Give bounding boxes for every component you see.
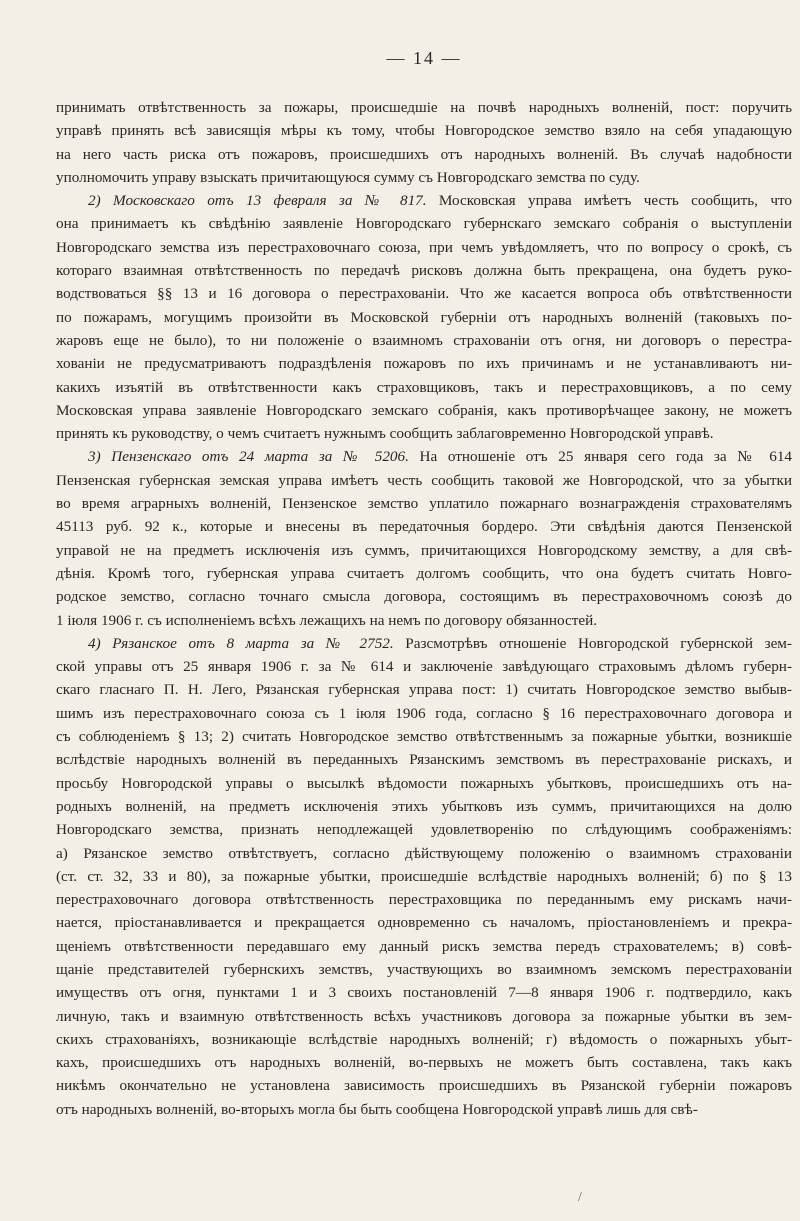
text-line — [56, 1098, 792, 1121]
text-line — [56, 562, 792, 585]
text-line — [56, 119, 792, 142]
text-line — [56, 725, 792, 748]
line-text: просьбу Новгородской управы о высылкѣ вѣдомости пожарныхъ убытковъ, происшедшихъ отъ на- — [56, 774, 792, 792]
text-line — [56, 306, 792, 329]
section-heading: 4) Рязанское отъ 8 марта за № 2752. — [88, 634, 394, 652]
text-line — [56, 329, 792, 352]
document-body — [56, 96, 792, 1121]
text-line — [56, 678, 792, 701]
line-text: никѣмъ окончательно не установлена зависимость происшедшихъ въ Рязанской губерніи пожаровъ — [56, 1077, 792, 1095]
text-line — [56, 981, 792, 1004]
text-line — [56, 422, 792, 445]
text-line — [56, 492, 792, 515]
line-text: родское земство, согласно точнаго смысла договора, состоящимъ въ перестраховочномъ союзѣ до — [56, 588, 792, 606]
text-line — [56, 609, 792, 632]
line-text: водствоваться §§ 13 и 16 договора о перестрахованіи. Что же касается вопроса объ отвѣтственности — [56, 285, 792, 303]
section-heading: 3) Пензенскаго отъ 24 марта за № 5206. — [88, 448, 409, 466]
line-text: 1 іюля 1906 г. съ исполненіемъ всѣхъ лежащихъ на немъ по договору обязанностей. — [56, 611, 598, 629]
line-text: Московская управа заявленіе Новгородскаго земскаго собранія, какъ противорѣчащее закону, не можетъ — [56, 401, 792, 419]
text-line — [56, 842, 792, 865]
text-line — [56, 376, 792, 399]
text-line — [56, 795, 792, 818]
line-text: Разсмотрѣвъ отношеніе Новгородской губернской зем- — [393, 634, 792, 652]
line-text: нается, пріостанавливается и прекращается одновременно съ началомъ, пріостановленіемъ и прекра- — [56, 914, 792, 932]
text-line — [56, 469, 792, 492]
footer-mark: / — [578, 1190, 582, 1205]
text-line — [56, 632, 792, 655]
text-line — [56, 96, 792, 119]
line-text: имуществъ отъ огня, пунктами 1 и 3 своихъ постановленій 7—8 января 1906 г. подтвердило, какъ — [56, 984, 792, 1002]
line-text: Новгородскаго земства изъ перестраховочнаго союза, при чемъ увѣдомляетъ, что по вопросу о срокѣ, съ — [56, 238, 792, 256]
text-line — [56, 166, 792, 189]
line-text: родныхъ волненій, на предметъ исключенія этихъ убытковъ изъ суммъ, причитающихся на долю — [56, 797, 792, 815]
line-text: Новгородскаго земства, признать неподлежащей удовлетворенію по слѣдующимъ соображеніямъ: — [56, 821, 792, 839]
line-text: 45113 руб. 92 к., которые и внесены въ передаточныя бордеро. Эти свѣдѣнія даются Пензенской — [56, 518, 792, 536]
line-text: по пожарамъ, могущимъ произойти въ Московской губерніи отъ народныхъ волненій (таковыхъ по- — [56, 308, 792, 326]
text-line — [56, 282, 792, 305]
text-line — [56, 818, 792, 841]
text-line — [56, 865, 792, 888]
text-line — [56, 352, 792, 375]
line-text: а) Рязанское земство отвѣтствуетъ, согласно дѣйствующему положенію о взаимномъ страхованіи — [56, 844, 792, 862]
line-text: шимъ изъ перестраховочнаго союза съ 1 іюля 1906 года, согласно § 16 перестраховочнаго договора и — [56, 704, 792, 722]
line-text: котораго взаимная отвѣтственность по передачѣ рисковъ должна быть прекращена, она будетъ руко- — [56, 262, 792, 280]
line-text: уполномочить управу взыскать причитающуюся сумму съ Новгородскаго земства по суду. — [56, 168, 640, 186]
line-text: во время аграрныхъ волненій, Пензенское земство уплатило пожарнаго вознагражденія страхователямъ — [56, 495, 792, 513]
line-text: перестраховочнаго договора отвѣтственность перестраховщика по переданнымъ ему рискамъ начи- — [56, 891, 792, 909]
paragraph-p3 — [56, 445, 792, 631]
line-text: Московская управа имѣетъ честь сообщить, что — [426, 192, 792, 210]
line-text: хованіи не предусматриваютъ подраздѣленія пожаровъ по ихъ причинамъ и не устанавливаютъ ни- — [56, 355, 792, 373]
text-line — [56, 748, 792, 771]
text-line — [56, 189, 792, 212]
text-line — [56, 1028, 792, 1051]
line-text: управѣ принять всѣ зависящія мѣры къ тому, чтобы Новгородское земство взяло на себя упадающую — [56, 122, 792, 140]
line-text: принимать отвѣтственность за пожары, происшедшіе на почвѣ народныхъ волненій, пост: поручить — [56, 99, 792, 116]
line-text: она принимаетъ къ свѣдѣнію заявленіе Новгородскаго губернскаго земскаго собранія о выступленіи — [56, 215, 792, 233]
text-line — [56, 772, 792, 795]
section-heading: 2) Московскаго отъ 13 февраля за № 817. — [88, 192, 427, 210]
line-text: вслѣдствіе народныхъ волненій въ переданныхъ Рязанскимъ земствомъ въ перестрахованіе рискахъ, и — [56, 751, 792, 769]
line-text: На отношеніе отъ 25 января сего года за № 614 — [408, 448, 793, 466]
text-line — [56, 888, 792, 911]
line-text: какихъ изъятій въ отвѣтственности какъ страховщиковъ, такъ и перестраховщиковъ, а по сему — [56, 378, 792, 396]
line-text: принять къ руководству, о чемъ считаетъ нужнымъ сообщить заблаговременно Новгородской управѣ. — [56, 425, 714, 443]
text-line — [56, 1051, 792, 1074]
line-text: съ соблюденіемъ § 13; 2) считать Новгородское земство отвѣтственнымъ за пожарные убытки, возникшіе — [56, 728, 792, 746]
page-number: — 14 — — [386, 48, 462, 68]
line-text: управой не на предметъ исключенія изъ суммъ, причитающихся Новгородскому земству, а для свѣ- — [56, 541, 792, 559]
text-line — [56, 935, 792, 958]
text-line — [56, 539, 792, 562]
paragraph-p1 — [56, 96, 792, 189]
text-line — [56, 911, 792, 934]
text-line — [56, 655, 792, 678]
paragraph-p2 — [56, 189, 792, 445]
text-line — [56, 445, 792, 468]
line-text: Пензенская губернская земская управа имѣетъ честь сообщить таковой же Новгородской, что за убытки — [56, 471, 792, 489]
line-text: щеніемъ отвѣтственности передавшаго ему данный рискъ земства передъ страхователемъ; в) совѣ- — [56, 937, 792, 955]
text-line — [56, 236, 792, 259]
line-text: кахъ, происшедшихъ отъ народныхъ волненій, во-первыхъ не можетъ быть составлена, такъ какъ — [56, 1054, 792, 1072]
line-text: ской управы отъ 25 января 1906 г. за № 614 и заключеніе завѣдующаго страховымъ дѣломъ губерн- — [56, 658, 792, 676]
text-line — [56, 212, 792, 235]
paragraph-p4 — [56, 632, 792, 1121]
text-line — [56, 399, 792, 422]
text-line — [56, 702, 792, 725]
text-line — [56, 958, 792, 981]
text-line — [56, 259, 792, 282]
text-line — [56, 1005, 792, 1028]
line-text: личную, такъ и взаимную отвѣтственность всѣхъ участниковъ договора за пожарные убытки въ зем- — [56, 1007, 792, 1025]
text-line — [56, 143, 792, 166]
line-text: щаніе представителей губернскихъ земствъ, участвующихъ во взаимномъ земскомъ перестрахованіи — [56, 960, 792, 978]
line-text: скаго гласнаго П. Н. Лего, Рязанская губернская управа пост: 1) считать Новгородское земство выбыв- — [56, 681, 792, 699]
line-text: (ст. ст. 32, 33 и 80), за пожарные убытки, происшедшіе вслѣдствіе народныхъ волненій; б) по § 13 — [56, 867, 792, 885]
text-line — [56, 515, 792, 538]
text-line — [56, 1074, 792, 1097]
line-text: на него часть риска отъ пожаровъ, происшедшихъ отъ народныхъ волненій. Въ случаѣ надобности — [56, 145, 792, 163]
line-text: скихъ страхованіяхъ, возникающіе вслѣдствіе народныхъ волненій; г) вѣдомость о пожарныхъ убыт- — [56, 1030, 792, 1048]
line-text: жаровъ еще не было), то ни положеніе о взаимномъ страхованіи отъ огня, ни договоръ о перестра- — [56, 331, 792, 349]
line-text: отъ народныхъ волненій, во-вторыхъ могла бы быть сообщена Новгородской управѣ лишь для свѣ- — [56, 1100, 698, 1118]
line-text: дѣнія. Кромѣ того, губернская управа считаетъ долгомъ сообщить, что она будетъ считать Новго- — [56, 564, 792, 582]
text-line — [56, 585, 792, 608]
